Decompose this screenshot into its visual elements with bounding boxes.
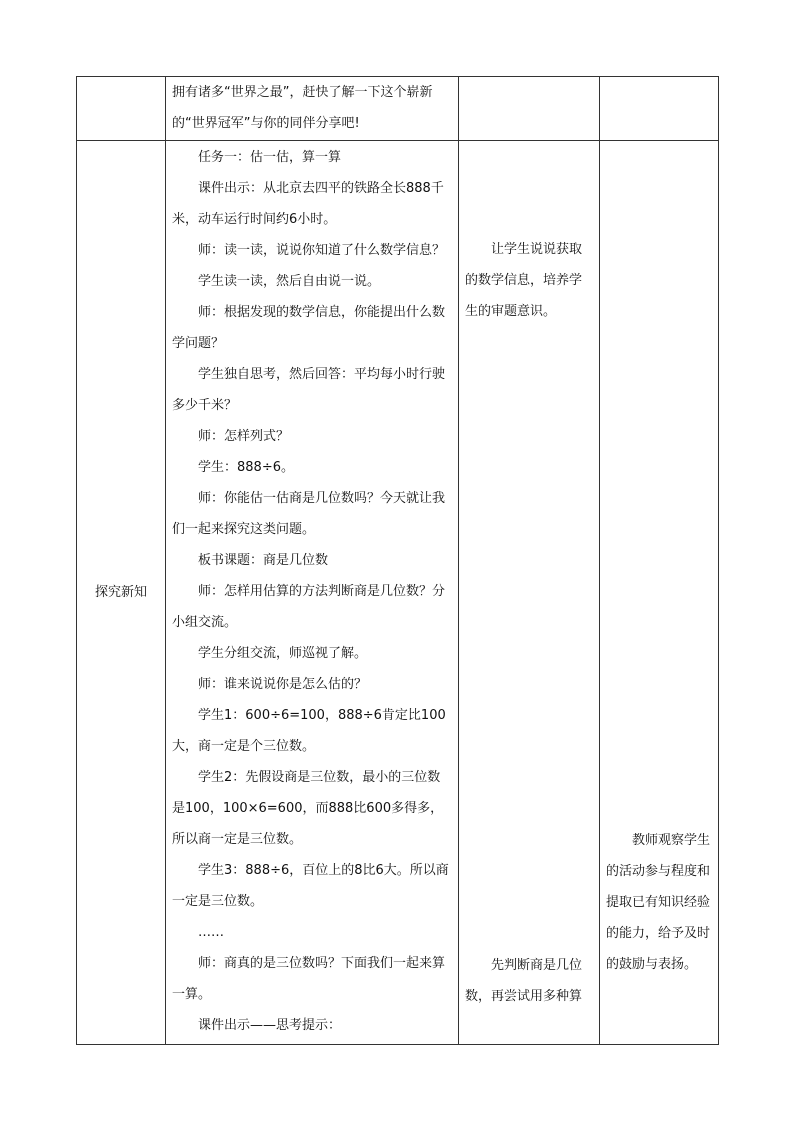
- process-line: 师：谁来说说你是怎么估的？: [198, 677, 368, 692]
- process-line: 学生独自思考，然后回答：平均每小时行驶多少千米？: [172, 367, 446, 413]
- process-line: 师：怎样列式？: [198, 429, 290, 444]
- process-line: 学生：888÷6。: [198, 460, 294, 475]
- process-line: 师：怎样用估算的方法判断商是几位数？分小组交流。: [172, 584, 446, 630]
- process-line: 课件出示——思考提示：: [198, 1018, 342, 1033]
- evaluation-cell: [600, 141, 719, 1045]
- process-line: 学生1：600÷6=100，888÷6肯定比100大，商一定是个三位数。: [172, 708, 446, 754]
- process-line: 课件出示：从北京去四平的铁路全长888千米，动车运行时间约6小时。: [172, 181, 444, 227]
- explore-row: [77, 141, 719, 1045]
- evaluation-text: 教师观察学生的活动参与程度和提取已有知识经验的能力，给予及时的鼓励与表扬。: [606, 833, 711, 972]
- intro-process-cell: [166, 77, 459, 141]
- process-line: 板书课题：商是几位数: [198, 553, 329, 568]
- process-line: 师：你能估一估商是几位数吗？今天就让我们一起来探究这类问题。: [172, 491, 446, 537]
- design-intent-cell: [459, 141, 600, 1045]
- intro-eval-cell: [600, 77, 719, 141]
- intro-row: [77, 77, 719, 141]
- process-line: 师：商真的是三位数吗？下面我们一起来算一算。: [172, 956, 446, 1002]
- process-line: 师：根据发现的数学信息，你能提出什么数学问题？: [172, 305, 446, 351]
- lesson-plan-table: [76, 76, 719, 1045]
- process-line: 师：读一读，说说你知道了什么数学信息？: [198, 243, 446, 258]
- process-cell: [166, 141, 459, 1045]
- intro-text: 拥有诸多“世界之最”，赶快了解一下这个崭新的“世界冠军”与你的同伴分享吧!: [172, 85, 433, 131]
- process-line: 学生3：888÷6，百位上的8比6大。所以商一定是三位数。: [172, 863, 449, 909]
- design-intent-text: 先判断商是几位数，再尝试用多种算: [465, 958, 583, 1004]
- intro-label-cell: [77, 77, 166, 141]
- process-line: 学生分组交流，师巡视了解。: [198, 646, 368, 661]
- process-line: 任务一：估一估，算一算: [198, 150, 342, 165]
- section-label: 探究新知: [94, 585, 147, 600]
- process-line: 学生读一读，然后自由说一说。: [198, 274, 381, 289]
- section-label-cell: [77, 141, 166, 1045]
- process-line: ……: [198, 925, 224, 940]
- process-line: 学生2：先假设商是三位数，最小的三位数是100，100×6=600，而888比600多得多，所以商一定是三位数。: [172, 770, 444, 847]
- intro-intent-cell: [459, 77, 600, 141]
- design-intent-text: 让学生说说获取的数学信息，培养学生的审题意识。: [465, 242, 583, 319]
